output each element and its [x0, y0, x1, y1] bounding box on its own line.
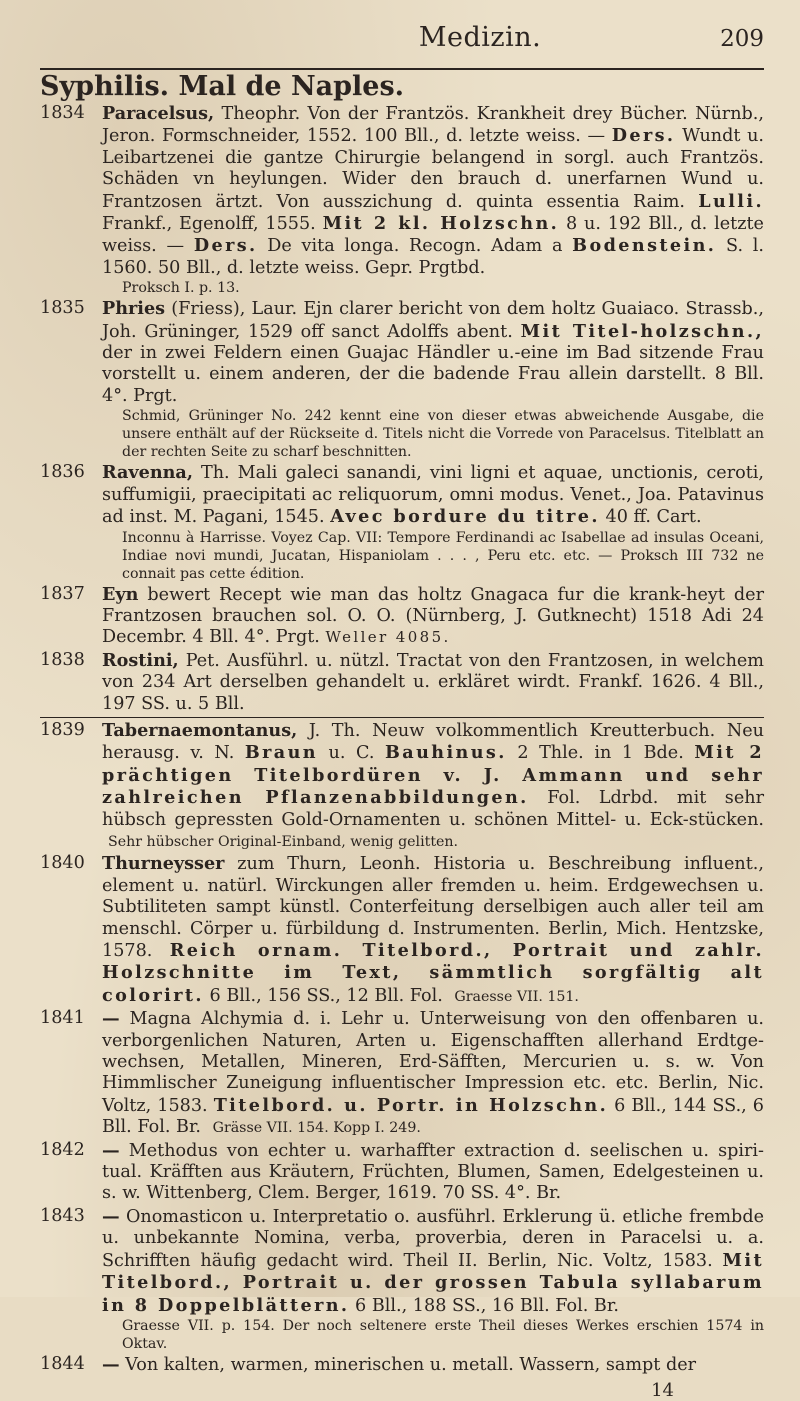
entry-text: J. Th. Neuw volkommentlich Kreutterbuch. Neu herausg. v. N. — [102, 720, 764, 764]
entry-spaced-text: Reich ornam. Titelbord., Portrait und zahlr. Holzschnitte im Text, sämmtlich sorgfältig alt colorirt. — [102, 940, 764, 1006]
catalog-entry — [40, 720, 764, 852]
entry-spaced-text: Weller 4085. — [325, 628, 451, 647]
entry-text: 6 Bll., 144 SS., 6 Bll. Fol. Br. — [102, 1095, 764, 1138]
entry-text: 40 ff. Cart. — [599, 507, 702, 528]
catalog-entry — [40, 1354, 764, 1376]
entry-author: Eyn — [102, 583, 139, 605]
entry-number: 1844 — [40, 1353, 85, 1374]
entry-text: Frankf., Egenolff, 1555. — [102, 214, 323, 235]
catalog-entry — [40, 650, 764, 715]
entry-number: 1842 — [40, 1139, 85, 1160]
entry-number: 1836 — [40, 462, 85, 483]
entry-text: bewert Recept wie man das holtz Gnagaca fur die krank-heyt der Frantzosen brauchen sol. O. O. (Nürnberg, J. Gutknecht) 1518 Adi 24 Decembr. 4 Bll. 4°. Prgt. — [102, 584, 764, 648]
entry-author: Thurneysser — [102, 853, 225, 875]
entry-number: 1838 — [40, 649, 85, 670]
entry-text: Onomasticon u. Interpretatio o. ausführl. Erklerung ü. etliche frembde u. unbekannte Nomina, verba, proverbia, deren in Paracelsi u. a. Schrifften häufig gedacht wird. Theil II. Berlin, Nic. Voltz, 1583. — [102, 1206, 764, 1271]
running-head — [40, 22, 764, 66]
entry-note: Inconnu à Harrisse. Voyez Cap. VII: Tempore Ferdinandi ac Isabellae ad insulas Oceani, Indiae novi mundi, Jucatan, Hispaniolam . . . , Peru etc. etc. — Proksch III 732 ne connait pas cette édition. — [122, 529, 764, 582]
entry-note: Graesse VII. 151. — [454, 988, 579, 1005]
entry-text: Pet. Ausführl. u. nützl. Tractat von den Frantzosen, in welchem von 234 Art derselben gehandelt u. erkläret wirdt. Frankf. 1626. 4 Bll., 197 SS. u. 5 Bll. — [102, 650, 764, 714]
entry-text: der in zwei Feldern einen Guajac Händler u.-eine im Bad sitzende Frau vorstellt u. einem anderen, der die badende Frau allein darstellt. 8 Bll. 4°. Prgt. — [102, 343, 764, 406]
entry-spaced-text: Mit Titel-holzschn., — [520, 320, 764, 342]
page-number: 209 — [720, 26, 764, 52]
entry-text: Von kalten, warmen, minerischen u. metall. Wassern, sampt der — [119, 1354, 697, 1375]
entry-number: 1843 — [40, 1205, 85, 1226]
entry-text: 2 Thle. in 1 Bde. — [506, 743, 695, 764]
entry-note: Sehr hübscher Original-Einband, wenig gelitten. — [108, 833, 459, 850]
entry-text: (Friess), Laur. Ejn clarer bericht von dem holtz Guaiaco. Strassb., Joh. Grüninger, 1529 off sanct Adolffs abent. — [102, 299, 764, 342]
entry-spaced-text: Mit Titelbord., Portrait u. der grossen Tabula syllabarum in 8 Doppelblättern. — [102, 1249, 764, 1316]
entry-author: Paracelsus, — [102, 103, 215, 124]
section-divider — [40, 717, 764, 718]
entry-spaced-text: Titelbord. u. Portr. in Holzschn. — [213, 1094, 609, 1116]
catalog-entry — [40, 1206, 764, 1353]
entry-text: Th. Mali galeci sanandi, vini ligni et aquae, unctionis, ceroti, suffumigii, praecipitati ac reliquorum, omni modus. Venet., Joa. Patavinus ad inst. M. Pagani, 1545. — [102, 463, 764, 528]
entry-text: Wundt u. Leibartzenei die gantze Chirurgie belangend in sorgl. auch Frantzös. Schäden vn heylungen. Wider den brauch d. unerfarnen Wund u. Frantzosen ärtzt. Von ausszichung d. quinta essentia Raim. — [102, 126, 764, 212]
section-heading: Syphilis. Mal de Naples. — [40, 68, 764, 102]
entry-number: 1835 — [40, 298, 85, 319]
entry-note: Proksch I. p. 13. — [122, 280, 240, 297]
entry-text: 6 Bll., 156 SS., 12 Bll. Fol. — [203, 985, 443, 1006]
entry-number: 1839 — [40, 719, 85, 740]
printer-signature: 14 — [651, 1380, 674, 1401]
entry-spaced-text: Ders. — [193, 235, 258, 257]
entry-spaced-text: Mit 2 prächtigen Titelbordüren v. J. Ammann und sehr zahlreichen Pflanzenabbildungen. — [102, 742, 764, 809]
catalog-entry — [40, 1140, 764, 1205]
entry-author: Ravenna, — [102, 462, 193, 484]
entry-author: — — [102, 1008, 120, 1030]
entry-note: Grässe VII. 154. Kopp I. 249. — [212, 1120, 421, 1137]
catalog-entry — [40, 853, 764, 1007]
entry-text: 8 u. 192 Bll., d. letzte weiss. — — [102, 214, 764, 257]
catalog-entry — [40, 584, 764, 649]
entry-spaced-text: Mit 2 kl. Holzschn. — [322, 213, 560, 235]
entry-author: — — [102, 1353, 120, 1375]
entry-note: Graesse VII. p. 154. Der noch seltenere erste Theil dieses Werkes erschien 1574 in Oktav. — [122, 1317, 764, 1352]
entry-text: S. l. 1560. 50 Bll., d. letzte weiss. Gepr. Prgtbd. — [102, 236, 764, 278]
entry-spaced-text: Bodenstein. — [572, 235, 717, 257]
entry-author: — — [102, 1139, 120, 1161]
entry-text: zum Thurn, Leonh. Historia u. Beschreibung influent., element u. natürl. Wirckungen aller fremden u. heim. Erdgewechsen u. Subtiliteten sampt künstl. Conterfeitung derselbigen auch aller teil am menschl. Cörper u. fürbildung d. Instrumenten. Berlin, Mich. Hentzske, 1578. — [102, 854, 764, 961]
entry-text: Fol. Ldrbd. mit sehr hübsch gepressten Gold-Ornamenten u. schönen Mittel- u. Eck-stücken. — [102, 788, 764, 830]
entry-text: Methodus von echter u. warhaffter extraction d. seelischen u. spiri-tual. Kräfften aus Kräutern, Früchten, Blumen, Samen, Edelgesteinen u. s. w. Wittenberg, Clem. Berger, 1619. 70 SS. 4°. Br. — [102, 1140, 764, 1204]
entry-spaced-text: Bauhinus. — [385, 742, 507, 764]
entry-spaced-text: Lulli. — [698, 190, 764, 212]
entry-text: 6 Bll., 188 SS., 16 Bll. Fol. Br. — [349, 1295, 619, 1316]
entry-number: 1841 — [40, 1008, 85, 1029]
entry-text: u. C. — [317, 743, 385, 764]
entry-text: Theophr. Von der Frantzös. Krankheit drey Bücher. Nürnb., Jeron. Formschneider, 1552. 100 Bll., d. letzte weiss. — — [102, 104, 764, 147]
entry-number: 1840 — [40, 853, 85, 874]
entry-author: Tabernaemontanus, — [102, 719, 298, 741]
catalog-entry — [40, 103, 764, 297]
entry-number: 1837 — [40, 583, 85, 604]
entry-spaced-text: Avec bordure du titre. — [330, 506, 600, 528]
entry-author: Rostini, — [102, 649, 179, 671]
entry-author: Phries — [102, 298, 166, 320]
entry-spaced-text: Ders. — [611, 125, 676, 147]
catalog-entry — [40, 462, 764, 582]
entry-note: Schmid, Grüninger No. 242 kennt eine von dieser etwas abweichende Ausgabe, die unsere enthält auf der Rückseite d. Titels nicht die Vorrede von Paracelsus. Titelblatt an der rechten Seite zu scharf beschnitten. — [122, 408, 764, 461]
entry-text: De vita longa. Recogn. Adam a — [257, 236, 573, 257]
entry-text: Magna Alchymia d. i. Lehr u. Unterweisung von den offenbaren u. verborgenlichen Naturen, Arten u. Eigenschafften allerhand Erdtge-wechsen, Metallen, Mineren, Erd-Säfften, Mercurien u. s. w. Von Himmlischer Zuneigung influentischer Impression etc. etc. Berlin, Nic. Voltz, 1583. — [102, 1009, 764, 1116]
entry-author: — — [102, 1205, 120, 1227]
catalog-entry — [40, 1008, 764, 1138]
entry-spaced-text: Braun — [244, 742, 318, 764]
page-header-title: Medizin. — [418, 22, 542, 53]
entry-number: 1834 — [40, 103, 85, 123]
catalog-entry — [40, 298, 764, 461]
